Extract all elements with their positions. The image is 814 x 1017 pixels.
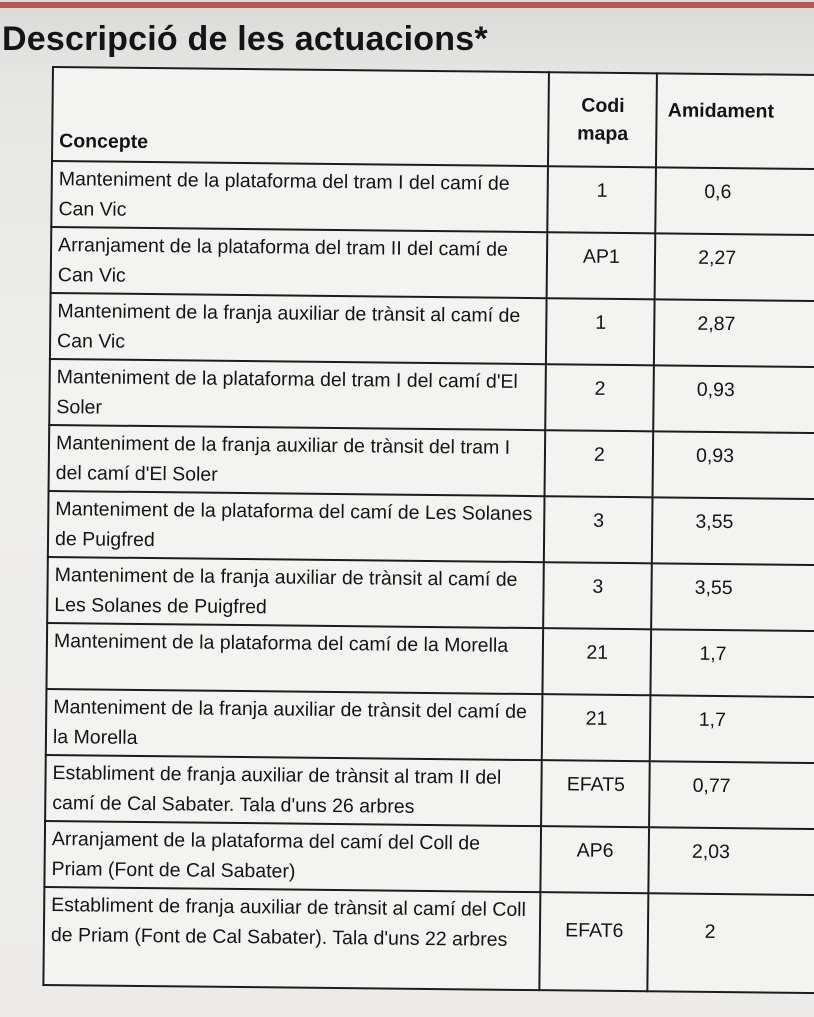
table-row <box>47 557 814 631</box>
cell-codi: 2 <box>545 430 653 497</box>
header-amidament: Amidament <box>656 73 814 169</box>
cell-amidament: 0,6 <box>656 167 814 235</box>
table-row <box>46 623 814 697</box>
cell-concept: Manteniment de la franja auxiliar de trànsit al camí de Can Vic <box>50 293 547 364</box>
header-concept: Concepte <box>52 67 549 166</box>
cell-concept: Manteniment de la franja auxiliar de trànsit al camí de Les Solanes de Puigfred <box>47 557 544 628</box>
cell-concept: Establiment de franja auxiliar de trànsit al camí del Coll de Priam (Font de Cal Sabater). Tala d'uns 22 arbres <box>43 887 540 990</box>
table-row <box>46 689 814 763</box>
top-red-rule <box>0 2 814 8</box>
table-row <box>48 491 814 565</box>
table-row <box>51 161 814 235</box>
cell-amidament: 2,87 <box>654 299 814 367</box>
table-row <box>50 293 814 367</box>
cell-codi: AP1 <box>547 232 655 299</box>
cell-amidament: 1,7 <box>651 629 814 697</box>
cell-codi: 1 <box>546 298 654 365</box>
table-header-row <box>52 67 814 169</box>
table-row <box>49 425 814 499</box>
table-row <box>43 887 814 993</box>
cell-amidament: 0,93 <box>653 431 814 499</box>
cell-codi: 21 <box>542 694 650 761</box>
table-row <box>49 359 814 433</box>
page-title: Descripció de les actuacions* <box>2 20 488 58</box>
cell-amidament: 2,03 <box>649 827 814 895</box>
cell-concept: Manteniment de la plataforma del tram I del camí de Can Vic <box>51 161 548 232</box>
cell-codi: 2 <box>546 364 654 431</box>
cell-concept: Manteniment de la plataforma del camí de Les Solanes de Puigfred <box>48 491 545 562</box>
cell-codi: 3 <box>544 562 652 629</box>
table-row <box>51 227 814 301</box>
cell-codi: EFAT6 <box>540 892 649 991</box>
cell-amidament: 2,27 <box>655 233 814 301</box>
cell-concept: Manteniment de la plataforma del camí de la Morella <box>46 623 543 694</box>
cell-concept: Manteniment de la plataforma del tram I del camí d'El Soler <box>49 359 546 430</box>
header-codi-line1: Codi <box>581 94 625 117</box>
cell-codi: EFAT5 <box>542 760 650 827</box>
cell-amidament: 3,55 <box>652 497 814 565</box>
cell-amidament: 3,55 <box>651 563 814 631</box>
cell-amidament: 0,77 <box>649 761 814 829</box>
cell-amidament: 2 <box>648 893 814 993</box>
cell-codi: AP6 <box>541 826 649 893</box>
header-codi-line2: mapa <box>577 122 629 146</box>
table-row <box>44 821 814 895</box>
cell-amidament: 1,7 <box>650 695 814 763</box>
cell-concept: Arranjament de la plataforma del camí del Coll de Priam (Font de Cal Sabater) <box>44 821 541 892</box>
actions-table-container <box>42 66 814 994</box>
header-codi-mapa <box>548 72 657 167</box>
cell-codi: 3 <box>544 496 652 563</box>
cell-codi: 21 <box>543 628 651 695</box>
cell-codi: 1 <box>548 166 656 233</box>
cell-concept: Arranjament de la plataforma del tram II del camí de Can Vic <box>51 227 548 298</box>
cell-concept: Establiment de franja auxiliar de trànsit al tram II del camí de Cal Sabater. Tala d'uns 26 arbres <box>45 755 542 826</box>
table-row <box>45 755 814 829</box>
cell-concept: Manteniment de la franja auxiliar de trànsit del camí de la Morella <box>46 689 543 760</box>
cell-amidament: 0,93 <box>653 365 814 433</box>
actions-table <box>42 66 814 994</box>
cell-concept: Manteniment de la franja auxiliar de trànsit del tram I del camí d'El Soler <box>49 425 546 496</box>
